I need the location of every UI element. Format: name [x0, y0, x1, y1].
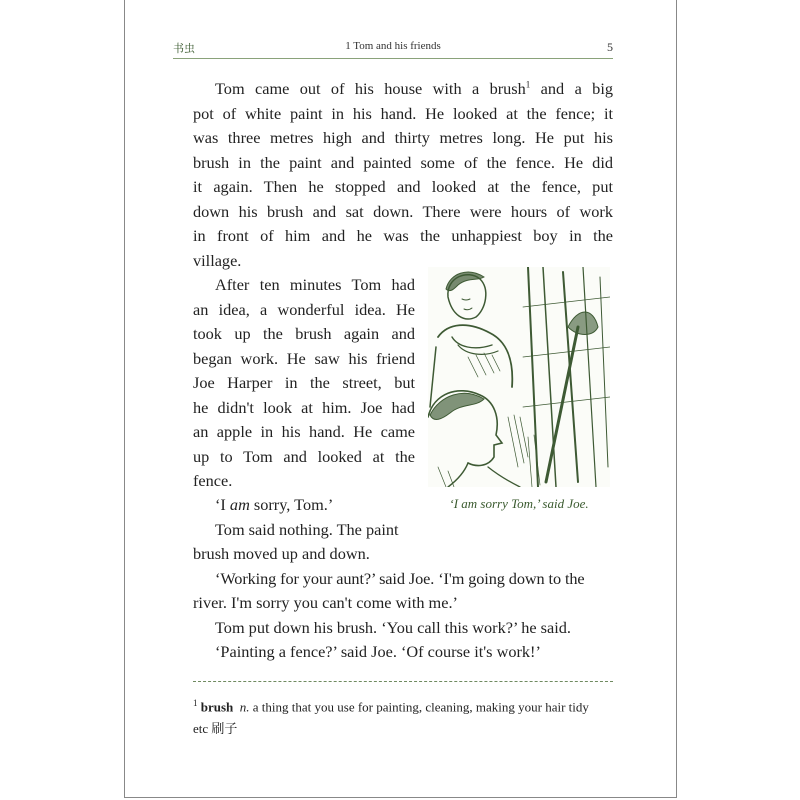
- dialogue-line-3: brush moved up and down.: [193, 544, 370, 563]
- paragraph-1: [193, 77, 613, 273]
- footnote-number: 1: [193, 698, 198, 708]
- paragraph-2-line: After ten minutes Tom had: [215, 275, 415, 294]
- paragraph-2-line: took up the brush again and: [193, 324, 415, 343]
- series-name: 书虫: [173, 43, 195, 55]
- paragraph-2-line: he didn't look at him. Joe had: [193, 397, 415, 417]
- paragraph-2-line: an apple in his hand. He came: [193, 422, 415, 441]
- footnote: [193, 692, 615, 740]
- header-divider: [173, 58, 613, 59]
- footnote-definition: a thing that you use for painting, cleaning, making your hair tidy: [249, 699, 589, 715]
- paragraph-1-line: down his brush and sat down. There were hours of work: [193, 201, 613, 221]
- footnote-line-1: [193, 692, 615, 718]
- paragraph-2-line: fence.: [193, 471, 233, 490]
- paragraph-2-line: began work. He saw his friend: [193, 348, 415, 368]
- dialogue-line-4: ‘Working for your aunt?’ said Joe. ‘I'm going down to the: [215, 568, 585, 588]
- dialogue-line-5: river. I'm sorry you can't come with me.’: [193, 593, 458, 612]
- paragraph-1-line: brush in the paint and painted some of the fence. He did: [193, 152, 613, 172]
- illustration-caption: ‘I am sorry Tom,’ said Joe.: [449, 496, 589, 511]
- footnote-line-2: etc 刷子: [193, 721, 238, 737]
- paragraph-1-line: was three metres high and thirty metres long. He put his: [193, 128, 613, 147]
- story-illustration: [428, 267, 610, 487]
- dialogue-line-7: ‘Painting a fence?’ said Joe. ‘Of course it's work!’: [215, 642, 541, 661]
- paragraph-2-line: Joe Harper in the street, but: [193, 373, 415, 392]
- paragraph-1-line: village.: [193, 250, 242, 270]
- chapter-title: 1 Tom and his friends: [345, 40, 441, 52]
- dialogue-line-2: Tom said nothing. The paint: [215, 519, 399, 539]
- paragraph-2: [193, 273, 415, 494]
- footnote-divider: [193, 681, 613, 682]
- paragraph-1-line: Tom came out of his house with a brush$^1$ and a big: [215, 79, 613, 98]
- footnote-pos: n.: [239, 699, 250, 715]
- paragraph-2-line: an idea, a wonderful idea. He: [193, 299, 415, 319]
- page-number: 5: [607, 40, 613, 54]
- footnote-reference[interactable]: 1: [525, 79, 531, 90]
- paragraph-1-line: in front of him and he was the unhappiest boy in the: [193, 226, 613, 245]
- paragraph-1-line: it again. Then he stopped and looked at the fence, put: [193, 177, 613, 196]
- paragraph-1-line: pot of white paint in his hand. He looked at the fence; it: [193, 103, 613, 123]
- paragraph-2-line: up to Tom and looked at the: [193, 446, 415, 466]
- emphasis: am: [229, 495, 250, 514]
- dialogue-line-1: ‘I am sorry, Tom.’: [215, 495, 334, 514]
- dialogue-line-6: Tom put down his brush. ‘You call this work?’ he said.: [215, 617, 571, 637]
- dialogue-section: [193, 493, 613, 665]
- illustration-drawing: [428, 267, 610, 487]
- footnote-term: brush: [200, 699, 234, 715]
- running-header: [173, 40, 613, 56]
